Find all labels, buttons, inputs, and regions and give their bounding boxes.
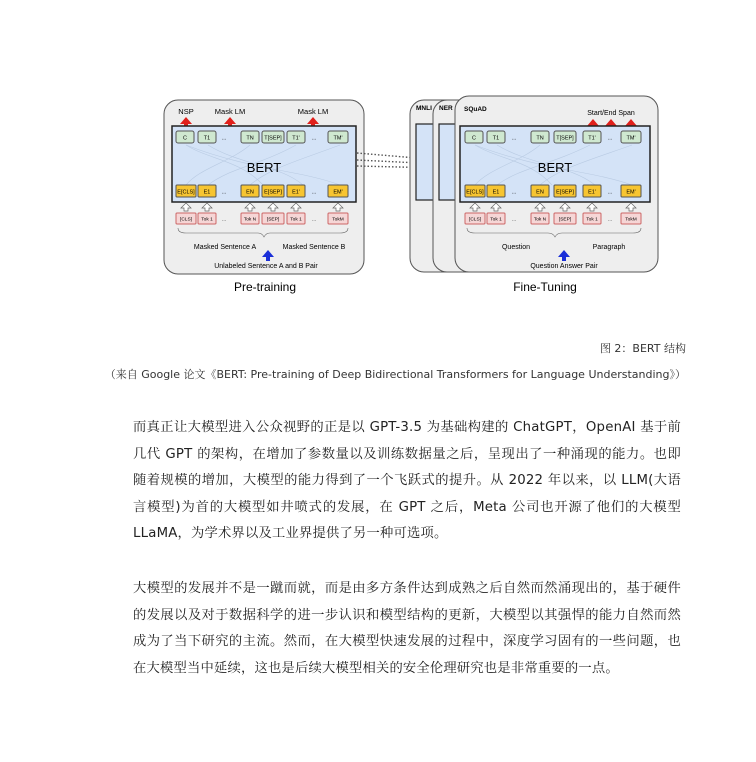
finetuning-bert-label: BERT (537, 160, 573, 175)
svg-text:E1': E1' (588, 189, 596, 196)
nsp-head-label: NSP (178, 107, 194, 116)
svg-text:T[SEP]: T[SEP] (556, 135, 574, 142)
svg-text:...: ... (312, 217, 316, 223)
svg-text:...: ... (221, 135, 227, 142)
svg-text:E[SEP]: E[SEP] (556, 189, 574, 196)
svg-text:...: ... (608, 217, 612, 223)
paragraph-2: 大模型的发展并不是一蹴而就，而是由多方条件达到成熟之后自然而然涌现出的，基于硬件的发展以及对于数据科学的进一步认识和模型结构的更新，大模型以其强悍的能力自然而然成为了当下研究的主流。然而，在大模型快速发展的过程中，深度学习固有的一些问题，也在大模型当中延续，这也是后续大模型相关的安全伦理研究也是非常重要的一点。 (133, 581, 681, 676)
svg-text:EN: EN (536, 189, 544, 196)
start-end-span-label: Start/End Span (587, 110, 635, 117)
svg-text:[SEP]: [SEP] (266, 217, 280, 223)
svg-text:TokM: TokM (332, 217, 344, 223)
svg-text:T1: T1 (203, 135, 211, 142)
ner-task-label: NER (439, 105, 453, 112)
svg-text:TM': TM' (626, 135, 636, 142)
svg-text:...: ... (607, 189, 613, 196)
svg-text:E1': E1' (292, 189, 300, 196)
svg-text:Tok N: Tok N (533, 217, 547, 223)
svg-text:E1: E1 (203, 189, 211, 196)
svg-text:Tok 1: Tok 1 (490, 217, 502, 223)
svg-text:...: ... (511, 135, 517, 142)
svg-text:[SEP]: [SEP] (558, 217, 572, 223)
svg-text:[CLS]: [CLS] (180, 217, 192, 223)
svg-text:...: ... (311, 189, 317, 196)
pretraining-bert-label: BERT (246, 160, 282, 175)
question-label: Question (501, 244, 531, 251)
svg-text:T1': T1' (292, 135, 300, 142)
svg-text:T1': T1' (588, 135, 596, 142)
unlabeled-pair-label: Unlabeled Sentence A and B Pair (214, 263, 318, 270)
mask-lm-head-label-2: Mask LM (297, 107, 329, 116)
svg-text:Tok 1: Tok 1 (201, 217, 213, 223)
masked-sentence-b-label: Masked Sentence B (282, 244, 346, 251)
figure-caption-title: 图 2：BERT 结构 (599, 342, 686, 355)
figure-caption-source: （来自 Google 论文《BERT: Pre-training of Deep Bidirectional Transformers for Language Understanding》） (104, 368, 686, 381)
svg-text:Tok 1: Tok 1 (586, 217, 598, 223)
svg-text:C: C (472, 135, 476, 142)
svg-text:TN: TN (246, 135, 254, 142)
svg-text:...: ... (607, 135, 613, 142)
svg-text:EN: EN (246, 189, 254, 196)
bert-architecture-figure (0, 0, 756, 300)
svg-text:[CLS]: [CLS] (469, 217, 481, 223)
svg-text:T1: T1 (492, 135, 500, 142)
svg-text:...: ... (512, 217, 516, 223)
svg-text:EM': EM' (626, 189, 636, 196)
mnli-task-label: MNLI (416, 105, 432, 112)
svg-text:E[CLS]: E[CLS] (177, 189, 195, 196)
svg-text:C: C (183, 135, 187, 142)
svg-text:TokM: TokM (625, 217, 637, 223)
finetuning-caption: Fine-Tuning (513, 280, 577, 294)
svg-text:Tok 1: Tok 1 (290, 217, 302, 223)
squad-task-label: SQuAD (464, 106, 487, 113)
svg-text:E[CLS]: E[CLS] (466, 189, 484, 196)
svg-text:...: ... (511, 189, 517, 196)
svg-text:E[SEP]: E[SEP] (264, 189, 282, 196)
mask-lm-head-label-1: Mask LM (214, 107, 246, 116)
svg-text:TN: TN (536, 135, 544, 142)
svg-text:...: ... (221, 189, 227, 196)
svg-text:Tok N: Tok N (243, 217, 257, 223)
svg-text:TM': TM' (333, 135, 343, 142)
question-answer-pair-label: Question Answer Pair (530, 263, 598, 270)
svg-text:T[SEP]: T[SEP] (264, 135, 282, 142)
paragraph-1: 而真正让大模型进入公众视野的正是以 GPT-3.5 为基础构建的 ChatGPT，OpenAI 基于前几代 GPT 的架构，在增加了参数量以及训练数据量之后，呈现出了一种涌现的能力。也即随着规模的增加，大模型的能力得到了一个飞跃式的提升。从 2022 年以来，以 LLM(大语言模型)为首的大模型如井喷式的发展，在 GPT 之后，Meta 公司也开源了他们的大模型 LLaMA，为学术界以及工业界提供了另一种可选项。 (133, 420, 681, 541)
svg-text:EM': EM' (333, 189, 343, 196)
masked-sentence-a-label: Masked Sentence A (193, 244, 257, 251)
svg-text:...: ... (311, 135, 317, 142)
pretraining-caption: Pre-training (233, 280, 297, 294)
svg-text:E1: E1 (492, 189, 500, 196)
paragraph-label: Paragraph (592, 244, 626, 251)
svg-text:...: ... (222, 217, 226, 223)
